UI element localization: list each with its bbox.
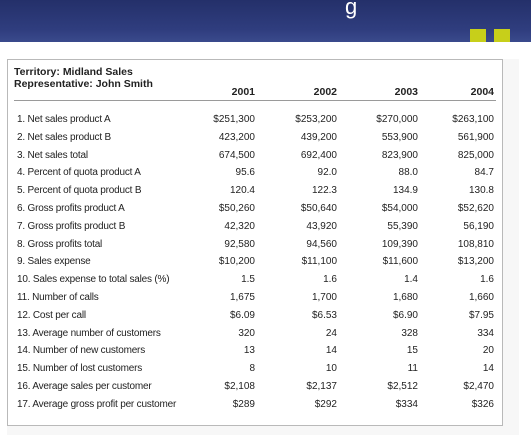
table-cell: 14 bbox=[482, 363, 494, 375]
table-cell: $2,470 bbox=[463, 380, 494, 392]
row-label: 10. Sales expense to total sales (%) bbox=[17, 274, 170, 286]
table-cell: 13 bbox=[243, 345, 255, 357]
row-label: 9. Sales expense bbox=[17, 256, 91, 268]
table-cell: $2,512 bbox=[387, 380, 418, 392]
row-label: 4. Percent of quota product A bbox=[17, 167, 141, 179]
row-label: 13. Average number of customers bbox=[17, 327, 161, 339]
table-cell: 423,200 bbox=[218, 131, 255, 143]
table-cell: 1.6 bbox=[323, 274, 337, 286]
table-cell: $10,200 bbox=[218, 256, 255, 268]
row-label: 8. Gross profits total bbox=[17, 238, 103, 250]
table-cell: 692,400 bbox=[300, 149, 337, 161]
table-row bbox=[14, 308, 496, 326]
table-row bbox=[14, 130, 496, 148]
accent-square bbox=[470, 29, 486, 42]
table-cell: $52,620 bbox=[457, 202, 494, 214]
table-cell: $6.90 bbox=[392, 309, 418, 321]
banner-heading-fragment: g bbox=[345, 0, 358, 19]
table-row bbox=[14, 379, 496, 397]
table-header bbox=[14, 64, 496, 101]
table-cell: 92.0 bbox=[317, 167, 337, 179]
table-cell: 1,700 bbox=[311, 291, 337, 303]
table-cell: $6.09 bbox=[229, 309, 255, 321]
table-cell: 95.6 bbox=[235, 167, 255, 179]
row-label: 17. Average gross profit per customer bbox=[17, 398, 177, 410]
year-header: 2003 bbox=[394, 86, 418, 98]
table-cell: $7.95 bbox=[468, 309, 494, 321]
table-cell: 1.5 bbox=[241, 274, 255, 286]
table-cell: $11,600 bbox=[382, 256, 418, 268]
table-cell: 42,320 bbox=[224, 220, 255, 232]
table-cell: 320 bbox=[238, 327, 255, 339]
table-cell: 1,680 bbox=[392, 291, 418, 303]
table-cell: 328 bbox=[401, 327, 418, 339]
table-cell: 674,500 bbox=[218, 149, 255, 161]
table-cell: 84.7 bbox=[474, 167, 494, 179]
accent-square bbox=[494, 29, 510, 42]
table-row bbox=[14, 397, 496, 415]
row-label: 3. Net sales total bbox=[17, 149, 88, 161]
table-cell: $263,100 bbox=[452, 114, 494, 125]
table-cell: $11,100 bbox=[301, 256, 337, 268]
row-label: 2. Net sales product B bbox=[17, 131, 111, 143]
table-cell: $326 bbox=[471, 398, 494, 410]
table-cell: 109,390 bbox=[381, 238, 418, 250]
table-cell: 439,200 bbox=[300, 131, 337, 143]
table-cell: 122.3 bbox=[311, 185, 337, 197]
row-label: 5. Percent of quota product B bbox=[17, 185, 142, 197]
table-cell: $289 bbox=[232, 398, 255, 410]
table-cell: $270,000 bbox=[376, 114, 418, 125]
title-banner bbox=[0, 0, 531, 42]
table-cell: $2,108 bbox=[224, 380, 255, 392]
table-cell: 10 bbox=[325, 363, 337, 375]
table-cell: $50,260 bbox=[218, 202, 255, 214]
table-cell: $13,200 bbox=[457, 256, 494, 268]
row-label: 11. Number of calls bbox=[17, 291, 99, 303]
table-row bbox=[14, 326, 496, 344]
table-cell: $2,137 bbox=[306, 380, 337, 392]
table-cell: 11 bbox=[407, 363, 418, 375]
title-line-2: Representative: John Smith bbox=[14, 77, 153, 90]
table-cell: 94,560 bbox=[306, 238, 337, 250]
table-cell: $292 bbox=[314, 398, 337, 410]
row-label: 6. Gross profits product A bbox=[17, 202, 125, 214]
table-title bbox=[14, 67, 184, 90]
table-cell: $50,640 bbox=[300, 202, 337, 214]
table-cell: 553,900 bbox=[381, 131, 418, 143]
table-row bbox=[14, 237, 496, 255]
row-label: 12. Cost per call bbox=[17, 309, 86, 321]
row-label: 1. Net sales product A bbox=[17, 114, 111, 125]
table-row bbox=[14, 183, 496, 201]
row-label: 16. Average sales per customer bbox=[17, 380, 152, 392]
table-cell: 1.6 bbox=[480, 274, 494, 286]
table-cell: 20 bbox=[482, 345, 494, 357]
row-label: 7. Gross profits product B bbox=[17, 220, 126, 232]
table-cell: 43,920 bbox=[306, 220, 337, 232]
table-row bbox=[14, 361, 496, 379]
table-row bbox=[14, 343, 496, 361]
title-line-1: Territory: Midland Sales bbox=[14, 66, 133, 78]
table-cell: 56,190 bbox=[463, 220, 494, 232]
table-row bbox=[14, 219, 496, 237]
sales-table bbox=[7, 59, 503, 426]
table-cell: 823,900 bbox=[381, 149, 418, 161]
row-label: 15. Number of lost customers bbox=[17, 363, 143, 375]
table-cell: 120.4 bbox=[229, 185, 255, 197]
table-cell: 88.0 bbox=[398, 167, 418, 179]
table-cell: 92,580 bbox=[224, 238, 255, 250]
table-cell: 561,900 bbox=[457, 131, 494, 143]
table-cell: 14 bbox=[325, 345, 337, 357]
table-cell: 1,660 bbox=[468, 291, 494, 303]
table-row bbox=[14, 272, 496, 290]
table-cell: $334 bbox=[395, 398, 418, 410]
table-cell: 24 bbox=[325, 327, 337, 339]
table-panel bbox=[7, 59, 519, 435]
table-row bbox=[14, 290, 496, 308]
table-row bbox=[14, 112, 496, 130]
table-row bbox=[14, 165, 496, 183]
table-cell: 334 bbox=[477, 327, 494, 339]
table-cell: $251,300 bbox=[213, 114, 255, 125]
table-cell: 55,390 bbox=[387, 220, 418, 232]
year-header: 2002 bbox=[313, 86, 337, 98]
table-cell: 825,000 bbox=[457, 149, 494, 161]
table-cell: 130.8 bbox=[468, 185, 494, 197]
year-header: 2001 bbox=[231, 86, 255, 98]
year-header: 2004 bbox=[470, 86, 494, 98]
table-row bbox=[14, 201, 496, 219]
table-cell: 15 bbox=[406, 345, 418, 357]
table-cell: 1,675 bbox=[229, 291, 255, 303]
table-cell: 1.4 bbox=[404, 274, 418, 286]
table-cell: 134.9 bbox=[392, 185, 418, 197]
table-cell: $54,000 bbox=[381, 202, 418, 214]
table-cell: 108,810 bbox=[457, 238, 494, 250]
table-cell: $253,200 bbox=[295, 114, 337, 125]
table-row bbox=[14, 148, 496, 166]
row-label: 14. Number of new customers bbox=[17, 345, 145, 357]
table-cell: 8 bbox=[249, 363, 255, 375]
table-body bbox=[14, 112, 496, 415]
table-row bbox=[14, 254, 496, 272]
table-cell: $6.53 bbox=[311, 309, 337, 321]
